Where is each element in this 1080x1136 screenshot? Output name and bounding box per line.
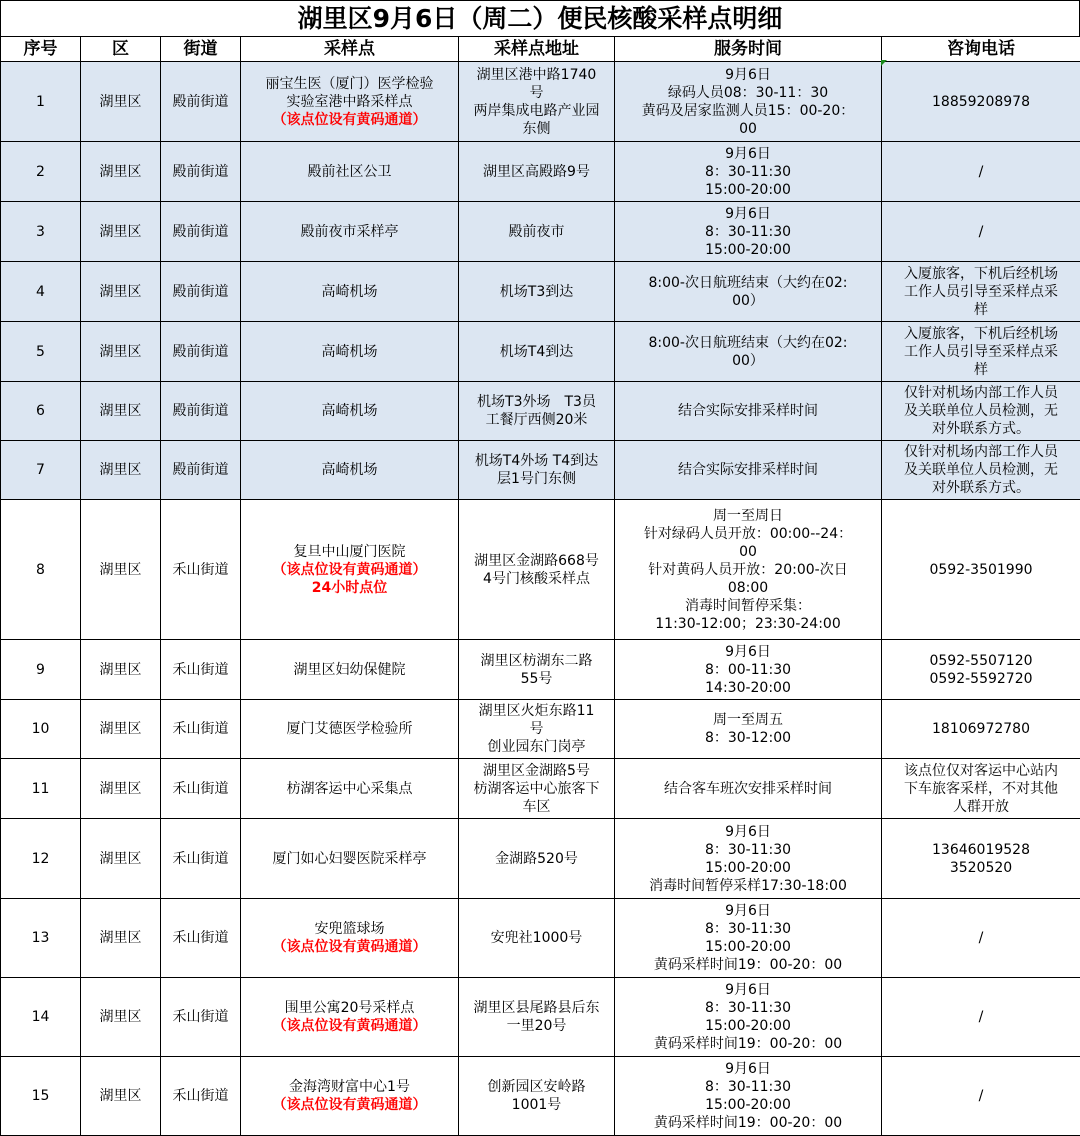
cell-site (241, 899, 459, 978)
cell-phone (882, 819, 1080, 899)
cell-site (241, 759, 459, 819)
cell-hours (615, 262, 882, 322)
cell-site-line: 丽宝生医（厦门）医学检验 (265, 75, 434, 92)
cell-no: 6 (1, 382, 81, 441)
cell-hours-line: 8:00-次日航班结束（大约在02: (648, 274, 848, 291)
cell-address-line: 湖里区金湖路5号 (483, 762, 590, 779)
cell-street: 禾山街道 (161, 759, 241, 819)
cell-site (241, 62, 459, 142)
yellow-code-channel-note: （该点位设有黄码通道） (272, 561, 427, 578)
cell-site-line: 湖里区妇幼保健院 (293, 661, 406, 678)
cell-hours-line: 9月6日 (725, 205, 771, 222)
cell-hours (615, 700, 882, 759)
cell-street: 禾山街道 (161, 819, 241, 899)
cell-hours-line: 08:00 (727, 579, 769, 596)
cell-district: 湖里区 (81, 500, 161, 640)
cell-no: 5 (1, 322, 81, 382)
cell-address-line: 1001号 (511, 1097, 562, 1113)
cell-address (459, 1057, 615, 1136)
col-header-street: 街道 (161, 37, 241, 62)
cell-address-line: 层1号门东侧 (497, 471, 576, 487)
cell-hours-line: 黄码及居家监测人员15：00-20： (641, 102, 855, 119)
cell-address-line: 安兜社1000号 (490, 930, 583, 946)
cell-address (459, 262, 615, 322)
cell-no: 11 (1, 759, 81, 819)
cell-phone (882, 640, 1080, 700)
table-row (1, 441, 1080, 500)
cell-hours-line: 8：00-11:30 (704, 661, 792, 678)
cell-address (459, 978, 615, 1057)
cell-phone (882, 142, 1080, 202)
cell-phone (882, 899, 1080, 978)
cell-street: 禾山街道 (161, 1057, 241, 1136)
cell-street: 禾山街道 (161, 899, 241, 978)
cell-address (459, 322, 615, 382)
cell-phone (882, 202, 1080, 262)
cell-site-line: 高崎机场 (321, 462, 378, 478)
cell-hours-line: 9月6日 (725, 1061, 771, 1077)
cell-district: 湖里区 (81, 441, 161, 500)
cell-hours (615, 142, 882, 202)
cell-hours-line: 结合实际安排采样时间 (678, 403, 818, 419)
cell-site-line: 高崎机场 (321, 403, 378, 419)
cell-hours-line: 8：30-12:00 (704, 730, 792, 746)
cell-site-line: 实验室港中路采样点 (286, 93, 413, 110)
cell-hours-line: 15:00-20:00 (705, 939, 791, 955)
cell-district: 湖里区 (81, 978, 161, 1057)
table-row (1, 640, 1080, 700)
cell-phone-line: 样 (974, 301, 988, 318)
cell-hours-line: 绿码人员08：30-11：30 (667, 84, 829, 101)
cell-hours (615, 1057, 882, 1136)
cell-hours-line: 15:00-20:00 (705, 181, 791, 198)
cell-address-line: 机场T4到达 (499, 343, 574, 360)
cell-address-line: 创业园东门岗亭 (487, 739, 586, 755)
cell-hours-line: 8：30-11:30 (704, 223, 792, 240)
comment-marker-icon (881, 60, 887, 66)
cell-phone-line: 0592-5592720 (929, 670, 1033, 687)
cell-site-line: 枋湖客运中心采集点 (286, 780, 413, 797)
table-row (1, 500, 1080, 640)
cell-hours-line: 8：30-11:30 (704, 163, 792, 180)
cell-hours-line: 9月6日 (725, 66, 771, 83)
yellow-code-channel-note: （该点位设有黄码通道） (272, 111, 427, 128)
cell-street: 殿前街道 (161, 441, 241, 500)
cell-address (459, 202, 615, 262)
cell-site (241, 441, 459, 500)
cell-phone (882, 978, 1080, 1057)
cell-site (241, 819, 459, 899)
cell-phone-line: 仅针对机场内部工作人员 (904, 385, 1058, 401)
cell-address (459, 759, 615, 819)
cell-hours-line: 9月6日 (725, 145, 771, 162)
cell-street: 禾山街道 (161, 500, 241, 640)
cell-address-line: 湖里区高殿路9号 (483, 163, 590, 180)
cell-address-line: 殿前夜市 (508, 223, 565, 240)
cell-address-line: 机场T4外场 T4到达 (474, 453, 599, 469)
table-row (1, 899, 1080, 978)
cell-hours (615, 978, 882, 1057)
table-row (1, 62, 1080, 142)
cell-phone-line: 13646019528 (932, 841, 1030, 858)
cell-district: 湖里区 (81, 640, 161, 700)
cell-address (459, 700, 615, 759)
cell-hours-line: 黄码采样时间19：00-20：00 (653, 1036, 843, 1052)
table-row (1, 322, 1080, 382)
cell-phone-line: 及关联单位人员检测，无 (904, 462, 1058, 478)
cell-address-line: 机场T3到达 (499, 283, 574, 300)
cell-hours-line: 9月6日 (725, 982, 771, 998)
cell-phone-line: 18859208978 (932, 93, 1030, 110)
cell-street: 殿前街道 (161, 142, 241, 202)
cell-address (459, 441, 615, 500)
yellow-code-channel-note: （该点位设有黄码通道） (272, 939, 427, 955)
cell-address-line: 金湖路520号 (495, 850, 578, 867)
cell-phone-line: 3520520 (949, 859, 1013, 876)
table-row (1, 759, 1080, 819)
cell-district: 湖里区 (81, 62, 161, 142)
cell-no: 14 (1, 978, 81, 1057)
col-header-phone: 咨询电话 (882, 37, 1080, 62)
cell-hours-line: 8:00-次日航班结束（大约在02: (648, 334, 848, 351)
table-row (1, 1057, 1080, 1136)
cell-address (459, 382, 615, 441)
cell-district: 湖里区 (81, 202, 161, 262)
cell-district: 湖里区 (81, 382, 161, 441)
cell-phone-line: / (978, 1088, 984, 1104)
cell-no: 15 (1, 1057, 81, 1136)
cell-no: 8 (1, 500, 81, 640)
cell-hours-line: 消毒时间暂停采集： (685, 597, 811, 614)
cell-address (459, 142, 615, 202)
cell-hours-line: 14:30-20:00 (705, 679, 791, 696)
cell-address-line: 4号门核酸采样点 (483, 570, 590, 587)
cell-phone-line: 入厦旅客，下机后经机场 (904, 265, 1058, 282)
cell-hours-line: 15:00-20:00 (705, 1097, 791, 1113)
cell-site (241, 262, 459, 322)
cell-address-line: 55号 (520, 670, 553, 687)
cell-phone-line: 对外联系方式。 (932, 480, 1030, 496)
cell-hours-line: 消毒时间暂停采样17:30-18:00 (649, 877, 847, 894)
cell-address-line: 湖里区火炬东路11 (478, 703, 595, 719)
cell-address-line: 湖里区港中路1740 (476, 66, 597, 83)
cell-hours (615, 322, 882, 382)
cell-hours-line: 8：30-11:30 (704, 1079, 792, 1095)
cell-hours (615, 62, 882, 142)
yellow-code-channel-note: 24小时点位 (311, 579, 388, 596)
cell-district: 湖里区 (81, 700, 161, 759)
cell-hours-line: 00 (739, 120, 757, 137)
header-row (1, 37, 1080, 62)
cell-address-line: 枋湖客运中心旅客下 (473, 780, 600, 797)
cell-phone-line: 0592-3501990 (929, 561, 1033, 578)
cell-phone-line: 人群开放 (953, 798, 1009, 815)
cell-phone-line: 对外联系方式。 (932, 421, 1030, 437)
cell-phone (882, 500, 1080, 640)
cell-phone-line: / (978, 1009, 984, 1025)
table-row (1, 382, 1080, 441)
cell-address-line: 号 (529, 721, 544, 737)
cell-district: 湖里区 (81, 819, 161, 899)
cell-site-line: 殿前夜市采样亭 (300, 223, 399, 240)
cell-phone (882, 322, 1080, 382)
cell-address (459, 62, 615, 142)
cell-hours-line: 15:00-20:00 (705, 859, 791, 876)
cell-address (459, 640, 615, 700)
cell-no: 13 (1, 899, 81, 978)
cell-hours-line: 8：30-11:30 (704, 841, 792, 858)
cell-phone-line: 工作人员引导至采样点采 (904, 283, 1058, 300)
cell-site (241, 700, 459, 759)
cell-hours-line: 黄码采样时间19：00-20：00 (653, 957, 843, 973)
cell-hours-line: 9月6日 (725, 903, 771, 919)
cell-no: 9 (1, 640, 81, 700)
cell-address-line: 创新园区安岭路 (487, 1079, 586, 1095)
yellow-code-channel-note: （该点位设有黄码通道） (272, 1018, 427, 1034)
cell-hours-line: 针对黄码人员开放：20:00-次日 (648, 561, 848, 578)
cell-phone-line: / (978, 930, 984, 946)
cell-hours-line: 结合客车班次安排采样时间 (664, 780, 832, 797)
cell-hours (615, 759, 882, 819)
cell-address-line: 一里20号 (506, 1018, 567, 1034)
cell-phone (882, 700, 1080, 759)
cell-district: 湖里区 (81, 1057, 161, 1136)
cell-phone-line: / (978, 223, 984, 240)
table-row (1, 202, 1080, 262)
cell-address (459, 819, 615, 899)
cell-address-line: 东侧 (522, 120, 551, 137)
cell-street: 殿前街道 (161, 202, 241, 262)
cell-phone-line: 样 (974, 361, 988, 378)
cell-site-line: 殿前社区公卫 (307, 163, 392, 180)
cell-hours (615, 819, 882, 899)
cell-district: 湖里区 (81, 759, 161, 819)
cell-address-line: 工餐厅西侧20米 (485, 412, 588, 428)
cell-site-line: 围里公寓20号采样点 (284, 1000, 415, 1016)
cell-street: 殿前街道 (161, 322, 241, 382)
cell-site-line: 高崎机场 (321, 343, 378, 360)
cell-no: 3 (1, 202, 81, 262)
cell-address-line: 两岸集成电路产业园 (473, 102, 600, 119)
cell-hours-line: 针对绿码人员开放：00:00--24： (643, 525, 853, 542)
cell-address-line: 机场T3外场 T3员 (477, 394, 596, 410)
cell-phone (882, 62, 1080, 142)
cell-no: 10 (1, 700, 81, 759)
cell-hours-line: 周一至周五 (713, 712, 783, 728)
cell-phone-line: 18106972780 (932, 721, 1030, 737)
cell-site (241, 142, 459, 202)
yellow-code-channel-note: （该点位设有黄码通道） (272, 1097, 427, 1113)
cell-hours-line: 结合实际安排采样时间 (678, 462, 818, 478)
cell-hours (615, 202, 882, 262)
cell-hours (615, 500, 882, 640)
cell-site (241, 640, 459, 700)
cell-no: 1 (1, 62, 81, 142)
table-row (1, 262, 1080, 322)
cell-hours (615, 640, 882, 700)
cell-hours-line: 8：30-11:30 (704, 921, 792, 937)
cell-street: 禾山街道 (161, 978, 241, 1057)
cell-site-line: 高崎机场 (321, 283, 378, 300)
table-row (1, 700, 1080, 759)
cell-site (241, 1057, 459, 1136)
cell-district: 湖里区 (81, 262, 161, 322)
cell-hours-line: 9月6日 (725, 823, 771, 840)
cell-site (241, 978, 459, 1057)
cell-hours-line: 00） (732, 292, 764, 309)
cell-phone (882, 262, 1080, 322)
cell-site (241, 500, 459, 640)
cell-street: 禾山街道 (161, 700, 241, 759)
cell-site-line: 复旦中山厦门医院 (293, 543, 406, 560)
sampling-sites-table (0, 36, 1080, 1136)
cell-site-line: 金海湾财富中心1号 (289, 1079, 410, 1095)
table-row (1, 978, 1080, 1057)
sheet-title: 湖里区9月6日（周二）便民核酸采样点明细 (0, 0, 1080, 36)
cell-phone-line: 该点位仅对客运中心站内 (904, 762, 1058, 779)
table-row (1, 819, 1080, 899)
cell-phone-line: 入厦旅客，下机后经机场 (904, 325, 1058, 342)
col-header-district: 区 (81, 37, 161, 62)
cell-street: 殿前街道 (161, 62, 241, 142)
cell-address-line: 车区 (522, 798, 551, 815)
cell-district: 湖里区 (81, 142, 161, 202)
cell-hours-line: 15:00-20:00 (705, 1018, 791, 1034)
cell-phone (882, 441, 1080, 500)
cell-phone-line: / (978, 163, 984, 180)
cell-address-line: 湖里区金湖路668号 (474, 552, 599, 569)
cell-address (459, 500, 615, 640)
cell-phone (882, 382, 1080, 441)
cell-no: 2 (1, 142, 81, 202)
cell-district: 湖里区 (81, 899, 161, 978)
cell-address (459, 899, 615, 978)
cell-hours-line: 11:30-12:00；23:30-24:00 (655, 615, 841, 632)
cell-hours (615, 441, 882, 500)
cell-address-line: 湖里区县尾路县后东 (473, 1000, 600, 1016)
cell-site-line: 厦门如心妇婴医院采样亭 (272, 850, 427, 867)
cell-phone-line: 仅针对机场内部工作人员 (904, 444, 1058, 460)
col-header-hours: 服务时间 (615, 37, 882, 62)
cell-phone-line: 工作人员引导至采样点采 (904, 343, 1058, 360)
cell-hours-line: 8：30-11:30 (704, 1000, 792, 1016)
table-row (1, 142, 1080, 202)
cell-site (241, 322, 459, 382)
cell-phone-line: 0592-5507120 (929, 652, 1033, 669)
cell-site (241, 202, 459, 262)
cell-no: 4 (1, 262, 81, 322)
cell-hours-line: 00） (732, 352, 764, 369)
cell-address-line: 湖里区枋湖东二路 (480, 652, 593, 669)
table-body (1, 62, 1080, 1136)
cell-phone-line: 下车旅客采样，不对其他 (904, 780, 1058, 797)
cell-hours (615, 382, 882, 441)
cell-site-line: 厦门艾德医学检验所 (286, 721, 413, 737)
cell-phone (882, 1057, 1080, 1136)
cell-street: 禾山街道 (161, 640, 241, 700)
col-header-site: 采样点 (241, 37, 459, 62)
cell-district: 湖里区 (81, 322, 161, 382)
cell-hours-line: 00 (739, 543, 757, 560)
cell-hours-line: 黄码采样时间19：00-20：00 (653, 1115, 843, 1131)
cell-street: 殿前街道 (161, 262, 241, 322)
cell-no: 12 (1, 819, 81, 899)
cell-site (241, 382, 459, 441)
cell-phone-line: 及关联单位人员检测，无 (904, 403, 1058, 419)
cell-hours-line: 周一至周日 (713, 507, 783, 524)
cell-address-line: 号 (529, 84, 544, 101)
cell-street: 殿前街道 (161, 382, 241, 441)
cell-hours (615, 899, 882, 978)
cell-no: 7 (1, 441, 81, 500)
col-header-address: 采样点地址 (459, 37, 615, 62)
cell-hours-line: 15:00-20:00 (705, 241, 791, 258)
cell-site-line: 安兜篮球场 (314, 921, 385, 937)
cell-hours-line: 9月6日 (725, 643, 771, 660)
cell-phone (882, 759, 1080, 819)
col-header-no: 序号 (1, 37, 81, 62)
